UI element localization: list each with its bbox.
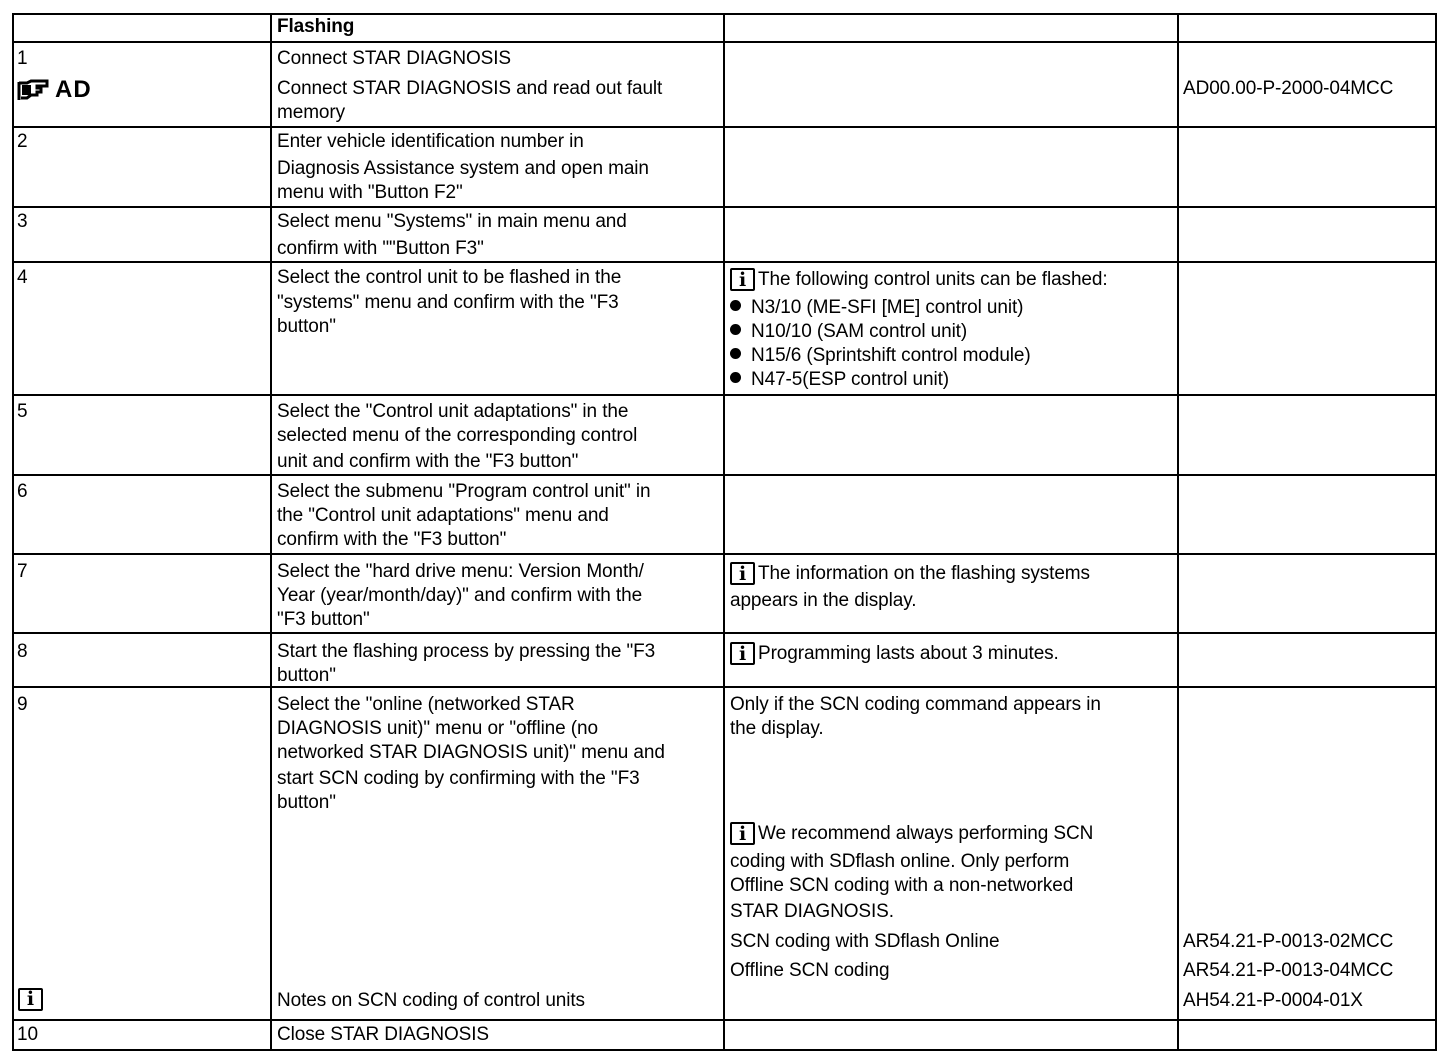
info-note [730,822,1093,847]
step-number: 9 [17,694,28,715]
step-number: 6 [17,481,28,502]
column-divider [12,13,14,1051]
bullet-icon [730,372,741,383]
step-text-line: "F3 button" [277,609,370,630]
step-number: 3 [17,211,28,232]
info-note-text: STAR DIAGNOSIS. [730,901,894,922]
column-divider [723,13,725,1051]
step-text-line: Year (year/month/day)" and confirm with the [277,585,643,606]
step-text-line: button" [277,665,336,686]
info-note [730,642,1059,667]
info-icon [18,988,43,1011]
bullet-icon [730,324,741,335]
step-text-line: "systems" menu and confirm with the "F3 [277,292,619,313]
condition-text: the display. [730,718,824,739]
step-text-line: Select the "Control unit adaptations" in the [277,401,629,422]
step-text-line: memory [277,102,346,123]
info-icon [730,822,755,845]
document-reference-link[interactable]: AD00.00-P-2000-04MCC [1183,78,1394,99]
pointing-hand-icon [17,78,55,102]
step-number: 7 [17,561,28,582]
scn-offline-label: Offline SCN coding [730,960,890,981]
step-text-line: confirm with the "F3 button" [277,529,507,550]
step-text-line: Connect STAR DIAGNOSIS and read out fault [277,78,663,99]
step-text-line: the "Control unit adaptations" menu and [277,505,609,526]
info-note-text: We recommend always performing SCN [758,823,1094,844]
info-note-text: appears in the display. [730,590,917,611]
step-text-line: networked STAR DIAGNOSIS unit)" menu and [277,742,665,763]
step-number: 1 [17,48,28,69]
info-icon [730,562,755,585]
ad-label: AD [55,76,92,103]
step-text-line: Select menu "Systems" in main menu and [277,211,627,232]
step-text-line: start SCN coding by confirming with the "F3 [277,768,640,789]
notes-label: Notes on SCN coding of control units [277,990,585,1011]
step-number: 8 [17,641,28,662]
step-text-line: Enter vehicle identification number in [277,131,584,152]
step-number: 2 [17,131,28,152]
step-number: 4 [17,267,28,288]
step-text-line: button" [277,316,336,337]
step-text-line: confirm with ""Button F3" [277,238,484,259]
step-text-line: unit and confirm with the "F3 button" [277,451,579,472]
scn-online-label: SCN coding with SDflash Online [730,931,1000,952]
step-text-line: Diagnosis Assistance system and open main [277,158,649,179]
list-item: N3/10 (ME-SFI [ME] control unit) [730,296,1023,321]
bullet-icon [730,348,741,359]
info-note-text: The information on the flashing systems [758,563,1090,584]
info-note-text: Offline SCN coding with a non-networked [730,875,1074,896]
step-number: 5 [17,401,28,422]
document-reference-link[interactable]: AR54.21-P-0013-04MCC [1183,960,1394,981]
info-icon [730,642,755,665]
bullet-icon [730,300,741,311]
step-number: 10 [17,1024,38,1045]
step-text-line: Select the "hard drive menu: Version Month/ [277,561,644,582]
column-divider [1435,13,1437,1051]
document-reference-link[interactable]: AH54.21-P-0004-01X [1183,990,1363,1011]
column-divider [1177,13,1179,1051]
step-text-line: Select the submenu "Program control unit" in [277,481,651,502]
info-note-text: coding with SDflash online. Only perform [730,851,1070,872]
step-text-line: Connect STAR DIAGNOSIS [277,48,511,69]
step-text-line: DIAGNOSIS unit)" menu or "offline (no [277,718,598,739]
info-note [730,268,1108,293]
step-text-line: Start the flashing process by pressing the "F3 [277,641,656,662]
info-note-text: The following control units can be flashed: [758,269,1108,290]
step-text-line: selected menu of the corresponding control [277,425,638,446]
step-text-line: Select the "online (networked STAR [277,694,575,715]
info-note-text: Programming lasts about 3 minutes. [758,643,1059,664]
condition-text: Only if the SCN coding command appears in [730,694,1101,715]
list-item: N15/6 (Sprintshift control module) [730,344,1031,369]
info-note [730,562,1090,587]
step-text-line: Select the control unit to be flashed in the [277,267,622,288]
step-text-line: Close STAR DIAGNOSIS [277,1024,489,1045]
document-reference-link[interactable]: AR54.21-P-0013-02MCC [1183,931,1394,952]
list-item: N47-5(ESP control unit) [730,368,949,393]
info-icon [730,268,755,291]
step-text-line: menu with "Button F2" [277,182,463,203]
column-divider [270,13,272,1051]
step-text-line: button" [277,792,336,813]
list-item: N10/10 (SAM control unit) [730,320,967,345]
table-title: Flashing [277,16,355,37]
